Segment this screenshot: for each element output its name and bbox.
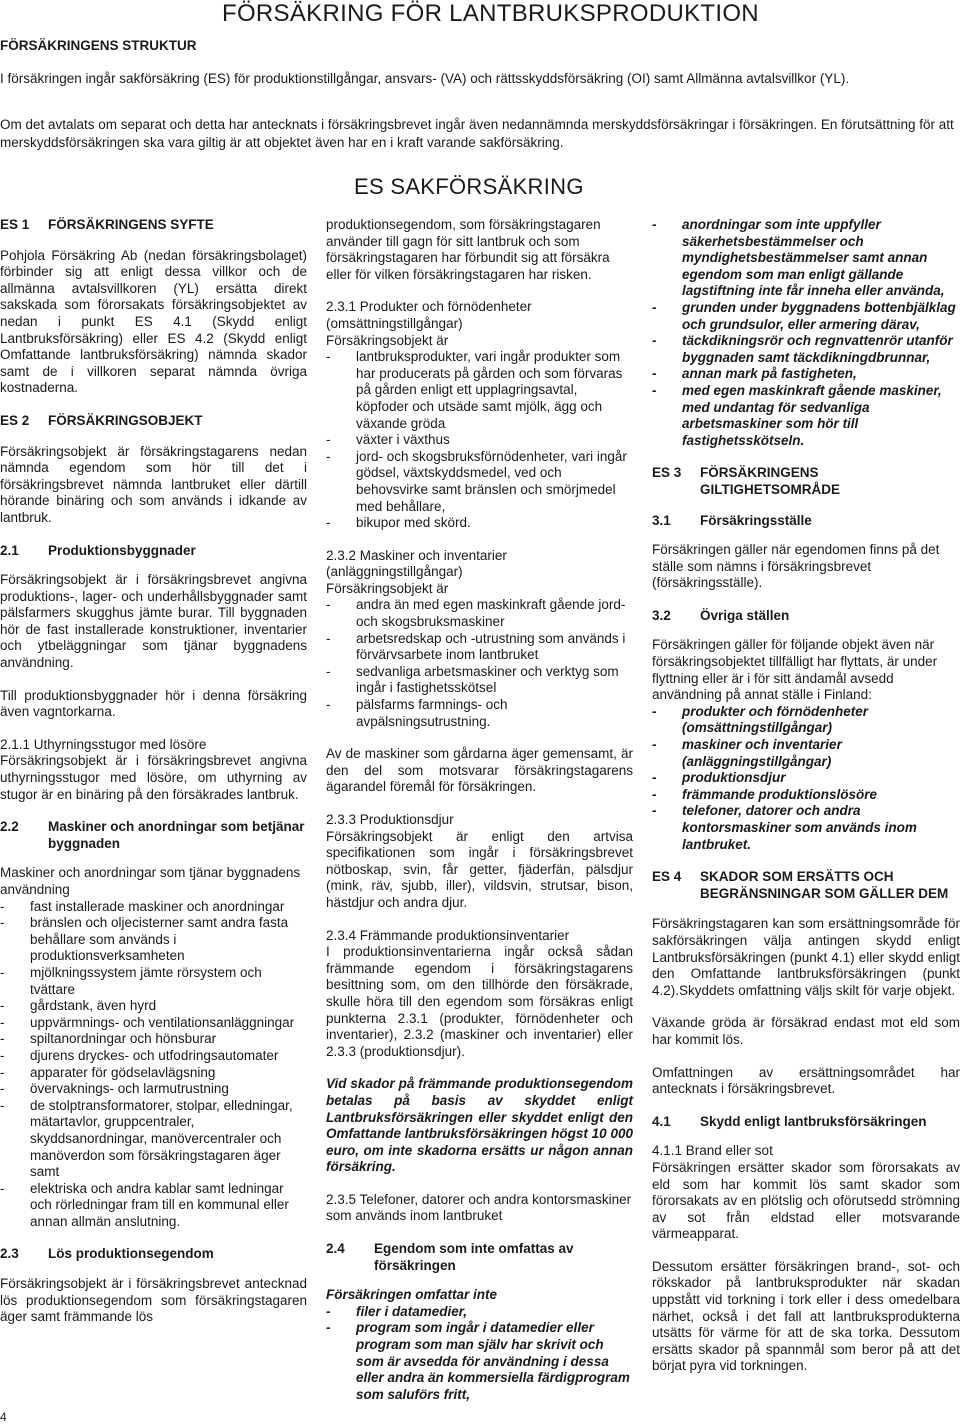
list-item: - bikupor med skörd. (326, 515, 471, 531)
s231-list (326, 349, 633, 532)
intro-paragraph-2: Om det avtalats om separat och detta har antecknats i försäkringsbrevet ingår även nedannämnda merskyddsförsäkringar i försäkringen. En förutsättning för att merskyddsförsäkringen ska vara giltig är att objektet även har en i kraft varande sakförsäkring. (0, 117, 954, 150)
list-item: - elektriska och andra kablar samt ledningar och rörledningar fram till en kommunal eller annan allmän anslutning. (0, 1180, 289, 1229)
list-item: - mjölkningssystem jämte rörsystem och tvättare (0, 964, 262, 997)
list-item: - uppvärmnings- och ventilationsanläggningar (0, 1014, 295, 1030)
s32-text: Försäkringen gäller för följande objekt även när försäkringsobjektet tillfälligt har flyttats, är under flyttning eller är i för sitt ändamål avsedd användning på annat ställe i Finland: (652, 637, 938, 703)
intro-paragraph-1: I försäkringen ingår sakförsäkring (ES) för produktionstillgångar, ansvars- (VA) och rättsskyddsförsäkring (OI) samt Allmänna avtalsvillkor (YL). (0, 71, 850, 86)
s23-heading: 2.3 Lös produktionsegendom (0, 1246, 214, 1262)
s24-heading: 2.4 Egendom som inte omfattas av försäkringen (326, 1241, 574, 1273)
document-title: FÖRSÄKRING FÖR LANTBRUKSPRODUKTION (222, 0, 759, 27)
es4-text-1: Försäkringstagaren kan som ersättningsområde för sakförsäkringen välja antingen skydd enligt Lantbruksförsäkringen (punkt 4.1) eller skydd enligt den Omfattande lantbruksförsäkringen (punkt 4.2).Skyddets omfattning väljs skilt för varje objekt. (652, 916, 960, 998)
s31-heading: 3.1 Försäkringsställe (652, 512, 812, 528)
list-item: - annan mark på fastigheten, (652, 366, 857, 382)
s32-heading: 3.2 Övriga ställen (652, 607, 790, 623)
s233-block: 2.3.3 Produktionsdjur Försäkringsobjekt är enligt den artvisa specifikationen som ingår i försäkringsbrevet nötboskap, svin, får getter, fjäderfän, pälsdjur (mink, räv, sjubb, iller), vildsvin, strutsar, bison, hästdjur och andra djur. (326, 812, 633, 910)
s234-bold-text: Vid skador på främmande produktionsegendom betalas på basis av skyddet enligt Lantbruksförsäkringen eller skyddet enligt den Omfattande lantbruksförsäkringen högst 10 000 euro, om inte skadorna ersätts ur någon annan försäkring. (326, 1076, 633, 1175)
list-item: - sedvanliga arbetsmaskiner och verktyg som ingår i fastighetsskötsel (326, 663, 619, 696)
section-title: ES SAKFÖRSÄKRING (354, 174, 584, 199)
s235-text: 2.3.5 Telefoner, datorer och andra kontorsmaskiner som används inom lantbruket (326, 1191, 632, 1224)
list-item: - gårdstank, även hyrd (0, 998, 157, 1014)
es4-heading: ES 4 SKADOR SOM ERSÄTTS OCH BEGRÄNSNINGAR SOM GÄLLER DEM (652, 869, 949, 901)
s232-heading: 2.3.2 Maskiner och inventarier (anläggningstillgångar) (326, 547, 507, 580)
es2-heading: ES 2 FÖRSÄKRINGSOBJEKT (0, 412, 203, 428)
s24-sub: Försäkringen omfattar inte (326, 1287, 498, 1303)
es1-heading: ES 1 FÖRSÄKRINGENS SYFTE (0, 217, 214, 232)
es1-text: Pohjola Försäkring Ab (nedan försäkringsbolaget) förbinder sig att enligt dessa villkor och de allmänna avtalsvillkoren (YL) ersätta direkt sakskada som förorsakats försäkringsobjektet av nedan i punkt ES 4.1 (Skydd enligt Lantbruksförsäkring) eller ES 4.2 (Skydd enligt Omfattande lantbruksförsäkring) nämnda skador samt de i villkoren separat nämnda övriga kostnaderna. (0, 247, 307, 396)
structure-heading: FÖRSÄKRINGENS STRUKTUR (0, 38, 197, 53)
es2-text: Försäkringsobjekt är försäkringstagarens nedan nämnda egendom som hör till det i försäkringsbrevet nämnda lantbruket eller därtill hörande binäring och som används i idkande av lantbruk. (0, 443, 307, 525)
s411-text-2: Dessutom ersätter försäkringen brand-, sot- och rökskador på lantbruksprodukter när skadan uppstått vid torkning i tork eller i dess omedelbara närhet, också i det fall att lantbruksprodukterna utsätts för värme för att de ska torka. Dessutom ersätts skador på spannmål som beror på att det börjat pyra vid torkningen. (652, 1258, 960, 1374)
list-item: - med egen maskinkraft gående maskiner, med undantag för sedvanliga arbetsmaskiner som hör till fastighetsskötseln. (652, 382, 942, 448)
s41-heading: 4.1 Skydd enligt lantbruksförsäkringen (652, 1113, 927, 1129)
list-item: - andra än med egen maskinkraft gående jord- och skogsbruksmaskiner (326, 597, 626, 630)
s231-sub: Försäkringsobjekt är (326, 332, 449, 348)
list-item: - filer i datamedier, (326, 1303, 468, 1319)
list-item: - spiltanordningar och hönsburar (0, 1031, 217, 1047)
list-item: - övervaknings- och larmutrustning (0, 1081, 229, 1097)
s21-heading: 2.1 Produktionsbyggnader (0, 542, 196, 558)
list-item: - pälsfarms farmnings- och avpälsningsutrustning. (326, 697, 508, 729)
list-item: - telefoner, datorer och andra kontorsmaskiner som används inom lantbruket. (652, 803, 917, 852)
list-item: - bränslen och oljecisterner samt andra fasta behållare som används i produktionsverksamheten (0, 915, 289, 964)
s234-block: 2.3.4 Främmande produktionsinventarier I produktionsinventarierna ingår också sådan främmande egendom i försäkringstagarens besittning som, om den tillhörde den försäkrade, skulle höra till den egendom som försäkras enligt punkterna 2.3.1 (produkter, förnödenheter och inventarier), 2.3.2 (maskiner och inventarier) eller 2.3.3 (produktionsdjur). (326, 927, 633, 1059)
list-item: - produkter och förnödenheter (omsättningstillgångar) (652, 703, 869, 736)
es4-text-2: Växande gröda är försäkrad endast mot eld som har kommit lös. (652, 1015, 960, 1047)
s22-intro: Maskiner och anordningar som tjänar byggnadens användning (0, 865, 301, 897)
es4-text-3: Omfattningen av ersättningsområdet har antecknats i försäkringsbrevet. (652, 1064, 960, 1097)
list-item: - jord- och skogsbruksförnödenheter, vari ingår gödsel, växtskyddsmedel, ved och behovsvirke samt bränslen och smörjmedel med behållare, (326, 448, 627, 514)
list-item: - djurens dryckes- och utfodringsautomater (0, 1047, 279, 1063)
s23-text: Försäkringsobjekt är i försäkringsbrevet antecknad lös produktionsegendom som försäkringstagaren äger samt främmande lös (0, 1276, 307, 1325)
s231-heading: 2.3.1 Produkter och förnödenheter (omsättningstillgångar) (326, 299, 532, 331)
list-item: - arbetsredskap och -utrustning som används i förvärvsarbete inom lantbruket (326, 630, 626, 663)
list-item: - täckdikningsrör och regnvattenrör utanför byggnaden samt täckdikningdbrunnar, (652, 333, 953, 365)
s21-text-1: Försäkringsobjekt är i försäkringsbrevet angivna produktions-, lager- och underhållsbyggnader samt pälsfarmers skugghus jämte burar. Till byggnaden hör de fast installerade konstruktioner, inventarier och ytbeläggningar som tjänar byggnadens användning. (0, 572, 307, 671)
list-item: - maskiner och inventarier (anläggningstillgångar) (652, 737, 842, 769)
list-item: - apparater för gödselavlägsning (0, 1064, 216, 1080)
s23-continued-text: produktionsegendom, som försäkringstagaren använder till gagn för sitt lantbruk och som försäkringstagaren har förbundit sig att försäkra eller för vilken försäkringstagaren har risken. (326, 217, 610, 282)
page-number: 4 (0, 1410, 7, 1424)
s31-text: Försäkringen gäller när egendomen finns på det ställe som nämns i försäkringsbrevet (försäkringsställe). (652, 542, 940, 591)
list-item: - produktionsdjur (652, 770, 786, 786)
s24-list-continued (652, 217, 960, 449)
s21-text-2: Till produktionsbyggnader hör i denna försäkring även vagntorkarna. (0, 687, 307, 720)
s411-block: 4.1.1 Brand eller sot Försäkringen ersätter skador som förorsakats av eld som har kommit lös samt skador som förorsakats av en plötslig och oförutsedd strömning av sot från eldstad eller motsvarande värmeapparat. (652, 1143, 960, 1242)
column-3 (652, 217, 960, 1391)
s211-block: 2.1.1 Uthyrningsstugor med lösöre Försäkringsobjekt är i försäkringsbrevet angivna uthyrningsstugor med lösöre, om uthyrning av stugor är en binäring på den försäkrades lantbruk. (0, 736, 307, 802)
list-item: - anordningar som inte uppfyller säkerhetsbestämmelser och myndighetsbestämmelser samt annan egendom som man enligt gällande lagstiftning inte får inneha eller använda, (652, 217, 945, 299)
list-item: - program som ingår i datamedier eller program som man själv har skrivit och som är avsedda för användning i dessa eller andra än kommersiella färdigprogram som saluförs fritt, (326, 1320, 630, 1402)
s22-heading: 2.2 Maskiner och anordningar som betjänar byggnaden (0, 819, 305, 851)
column-1 (0, 217, 307, 1342)
list-item: - växter i växthus (326, 432, 450, 448)
list-item: - främmande produktionslösöre (652, 786, 878, 802)
s22-list (0, 899, 307, 1231)
list-item: - grunden under byggnadens bottenbjälklag och grundsulor, eller armering därav, (652, 299, 956, 332)
es3-heading: ES 3 FÖRSÄKRINGENS GILTIGHETSOMRÅDE (652, 465, 840, 497)
s232-list (326, 597, 633, 730)
s232-text: Av de maskiner som gårdarna äger gemensamt, är den del som motsvarar försäkringstagarens ägarandel föremål för försäkringen. (326, 746, 633, 795)
column-2 (326, 217, 633, 1419)
list-item: - fast installerade maskiner och anordningar (0, 898, 285, 914)
s232-sub: Försäkringsobjekt är (326, 580, 449, 596)
s24-list (326, 1304, 633, 1404)
s32-list (652, 704, 960, 853)
list-item: - lantbruksprodukter, vari ingår produkter som har producerats på gården och som förvaras på gården enligt ett upplagringsavtal, köpfoder och utsäde samt mjölk, ägg och växande gröda (326, 349, 623, 431)
list-item: - de stolptransformatorer, stolpar, elledningar, mätartavlor, gruppcentraler, skyddsanordningar, manövercentraler och manöverdon som försäkringstagaren äger samt (0, 1097, 293, 1180)
